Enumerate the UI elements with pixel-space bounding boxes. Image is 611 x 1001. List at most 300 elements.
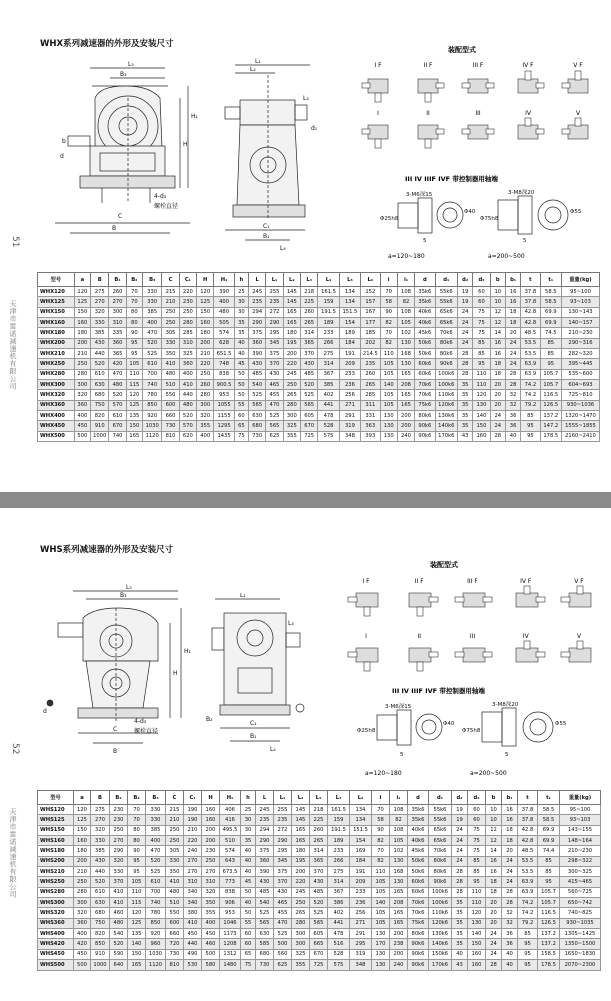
- table-cell: 130: [372, 929, 390, 939]
- table-cell: 910: [91, 421, 109, 431]
- column-header: d₃: [473, 273, 490, 287]
- table-cell: 560~725: [560, 887, 601, 897]
- table-cell: 748: [214, 359, 234, 369]
- table-cell: 168: [397, 349, 414, 359]
- table-cell: 75k6: [408, 918, 429, 928]
- table-cell: 24: [490, 411, 505, 421]
- table-cell: 516: [328, 939, 350, 949]
- table-cell: 74.2: [518, 908, 538, 918]
- table-cell: 70: [126, 287, 142, 297]
- table-cell: 385: [146, 825, 166, 835]
- table-cell: 215: [162, 287, 179, 297]
- table-cell: 200: [397, 421, 414, 431]
- table-cell: 740~825: [560, 908, 601, 918]
- table-cell: 400: [74, 411, 90, 421]
- svg-text:Φ75h8: Φ75h8: [480, 216, 499, 222]
- table-cell: 430: [310, 877, 328, 887]
- table-cell: 660: [166, 929, 184, 939]
- table-cell: 151.5: [350, 825, 372, 835]
- table-cell: 55k6: [435, 297, 457, 307]
- table-cell: 470: [274, 918, 292, 928]
- table-cell: 455: [274, 908, 292, 918]
- table-cell: 58: [372, 815, 390, 825]
- table-cell: 143~155: [560, 825, 601, 835]
- front-view-drawing: [38, 583, 203, 758]
- table-cell: 177: [361, 318, 380, 328]
- table-cell: 280: [197, 390, 214, 400]
- table-cell: 105.7: [538, 898, 560, 908]
- table-cell: 300: [74, 898, 91, 908]
- table-cell: 18: [502, 836, 518, 846]
- table-cell: 150: [468, 939, 486, 949]
- table-cell: 275: [328, 867, 350, 877]
- table-cell: 85: [540, 338, 561, 348]
- table-cell: 85: [538, 867, 560, 877]
- table-cell: 565: [256, 918, 274, 928]
- table-cell: 93~103: [562, 297, 600, 307]
- table-cell: 35k6: [408, 815, 429, 825]
- table-cell: 375: [266, 349, 283, 359]
- gearbox-icon: [410, 69, 446, 105]
- table-cell: 24: [502, 877, 518, 887]
- front-view-drawing: [50, 58, 215, 248]
- table-cell: 80k6: [415, 411, 435, 421]
- table-cell: 2160~2410: [562, 431, 600, 441]
- table-cell: 810: [162, 431, 179, 441]
- table-cell: 130: [372, 949, 390, 959]
- table-cell: 36: [505, 421, 520, 431]
- table-cell: 208: [397, 380, 414, 390]
- table-cell: 574: [214, 328, 234, 338]
- table-cell: 82: [380, 318, 397, 328]
- table-cell: 85: [521, 411, 540, 421]
- table-cell: 480: [109, 380, 126, 390]
- table-cell: 528: [328, 949, 350, 959]
- assembly-types-lower: [345, 633, 600, 676]
- table-cell: 130: [468, 918, 486, 928]
- column-header: d₂: [458, 273, 473, 287]
- table-cell: 335: [109, 328, 126, 338]
- table-cell: 28: [486, 960, 502, 970]
- table-cell: 134: [350, 815, 372, 825]
- table-cell: 95: [518, 939, 538, 949]
- table-cell: 348: [339, 431, 360, 441]
- table-cell: 256: [339, 390, 360, 400]
- table-cell: 70k6: [429, 846, 452, 856]
- table-cell: 320: [74, 908, 91, 918]
- table-cell: 1000: [91, 431, 109, 441]
- table-cell: 386: [328, 898, 350, 908]
- table-cell: 525: [301, 390, 318, 400]
- table-cell: 95: [540, 359, 561, 369]
- table-cell: 235: [266, 297, 283, 307]
- table-cell: 28: [505, 380, 520, 390]
- table-cell: 53.5: [518, 867, 538, 877]
- table-cell: 140: [128, 939, 146, 949]
- table-cell: 160: [74, 836, 91, 846]
- table-cell: 673.5: [220, 867, 241, 877]
- table-cell: 32: [505, 400, 520, 410]
- table-cell: 1208: [220, 939, 241, 949]
- table-cell: 90k6: [408, 960, 429, 970]
- table-cell: 70: [126, 297, 142, 307]
- table-cell: 24: [486, 939, 502, 949]
- gearbox-icon: [560, 69, 596, 105]
- table-cell: 250: [162, 318, 179, 328]
- table-cell: 75: [473, 307, 490, 317]
- table-cell: 260: [310, 825, 328, 835]
- table-cell: 520: [91, 877, 110, 887]
- assembly-type: I: [358, 110, 398, 153]
- table-cell: 525: [310, 908, 328, 918]
- table-cell: 120: [126, 390, 142, 400]
- table-cell: 236: [350, 898, 372, 908]
- table-cell: 160: [74, 318, 90, 328]
- table-cell: 525: [249, 390, 266, 400]
- table-cell: 120: [74, 805, 91, 815]
- table-cell: 145: [283, 297, 300, 307]
- table-cell: 161.5: [328, 805, 350, 815]
- table-cell: 416: [220, 815, 241, 825]
- table-cell: 235: [361, 359, 380, 369]
- column-header: C₁: [184, 791, 202, 805]
- table-cell: 37.8: [518, 805, 538, 815]
- table-cell: 120k6: [429, 918, 452, 928]
- table-cell: 19: [452, 805, 468, 815]
- table-row: [38, 307, 600, 317]
- table-cell: 740: [143, 380, 162, 390]
- table-cell: 110: [468, 898, 486, 908]
- table-cell: 75k6: [415, 400, 435, 410]
- assembly-type: IV: [505, 633, 547, 676]
- table-cell: 628: [214, 338, 234, 348]
- table-cell: 157: [361, 297, 380, 307]
- table-cell: 55k6: [429, 805, 452, 815]
- table-cell: 363: [361, 421, 380, 431]
- gearbox-icon: [453, 585, 493, 619]
- table-cell: 510: [166, 898, 184, 908]
- table-cell: 520: [179, 411, 196, 421]
- column-header: 重量(kg): [562, 273, 600, 287]
- table-cell: 28: [452, 877, 468, 887]
- table-cell: 330: [166, 856, 184, 866]
- table-cell: 240: [397, 431, 414, 441]
- table-cell: 348: [350, 960, 372, 970]
- table-cell: 75: [473, 328, 490, 338]
- table-cell: 75: [468, 836, 486, 846]
- table-cell: 135: [126, 411, 142, 421]
- table-cell: 550: [162, 390, 179, 400]
- table-header-row: [38, 791, 601, 805]
- table-cell: 60k6: [415, 359, 435, 369]
- table-cell: 170: [372, 939, 390, 949]
- table-cell: 80: [126, 307, 142, 317]
- side-company-text: 天津市雷诺减速机有限公司: [9, 808, 17, 898]
- table-cell: 410: [162, 359, 179, 369]
- table-cell: 225: [310, 815, 328, 825]
- table-cell: 58.5: [540, 297, 561, 307]
- table-cell: 40k6: [415, 307, 435, 317]
- table-cell: 116.5: [540, 390, 561, 400]
- table-cell: 310: [179, 338, 196, 348]
- table-cell: 730: [249, 431, 266, 441]
- table-cell: 565: [249, 400, 266, 410]
- table-cell: 18: [502, 825, 518, 835]
- column-header: B₃: [146, 791, 166, 805]
- model-cell: WHX320: [38, 390, 75, 400]
- table-cell: 180: [292, 846, 310, 856]
- table-cell: 600: [162, 400, 179, 410]
- model-cell: WHX120: [38, 287, 75, 297]
- svg-text:C: C: [113, 726, 118, 733]
- svg-text:H₁: H₁: [184, 648, 191, 655]
- side-view-drawing: [200, 593, 315, 753]
- table-cell: 116.5: [538, 908, 560, 918]
- table-cell: 130: [380, 421, 397, 431]
- table-cell: 245: [292, 887, 310, 897]
- table-cell: 24: [452, 846, 468, 856]
- table-cell: 102: [397, 328, 414, 338]
- table-cell: 355: [202, 908, 220, 918]
- table-cell: 255: [266, 287, 283, 297]
- table-cell: 290~316: [562, 338, 600, 348]
- table-cell: 32: [502, 908, 518, 918]
- table-cell: 280: [179, 318, 196, 328]
- table-cell: 1120: [143, 431, 162, 441]
- table-cell: 160: [468, 949, 486, 959]
- table-cell: 180: [283, 328, 300, 338]
- table-cell: 195: [292, 856, 310, 866]
- table-cell: 294: [249, 307, 266, 317]
- page-title: WHS系列减速器的外形及安装尺寸: [40, 545, 174, 555]
- table-cell: 465: [274, 898, 292, 908]
- table-cell: 520: [110, 939, 128, 949]
- table-cell: 93~103: [560, 815, 601, 825]
- table-cell: 45: [234, 359, 248, 369]
- table-cell: 20: [486, 908, 502, 918]
- table-cell: 478: [318, 411, 339, 421]
- table-cell: 110: [468, 887, 486, 897]
- table-cell: 209: [339, 359, 360, 369]
- table-cell: 620: [179, 431, 196, 441]
- table-cell: 161.5: [318, 287, 339, 297]
- table-cell: 60: [241, 929, 256, 939]
- model-cell: WHX300: [38, 380, 75, 390]
- table-cell: 320: [91, 825, 110, 835]
- table-cell: 58: [380, 297, 397, 307]
- table-cell: 320: [91, 307, 109, 317]
- table-cell: 60: [473, 287, 490, 297]
- table-cell: 152: [361, 287, 380, 297]
- table-cell: 191: [339, 349, 360, 359]
- table-cell: 35: [458, 400, 473, 410]
- table-cell: 325: [179, 349, 196, 359]
- table-cell: 510: [162, 380, 179, 390]
- table-cell: 36: [502, 939, 518, 949]
- table-cell: 189: [318, 318, 339, 328]
- assembly-type: I: [345, 633, 387, 676]
- table-cell: 660: [162, 411, 179, 421]
- table-cell: 180: [74, 846, 91, 856]
- table-cell: 70: [380, 328, 397, 338]
- table-cell: 520: [146, 856, 166, 866]
- table-cell: 670: [301, 421, 318, 431]
- table-cell: 130: [380, 411, 397, 421]
- table-cell: 95: [521, 431, 540, 441]
- table-row: [38, 287, 600, 297]
- table-cell: 610: [146, 877, 166, 887]
- table-cell: 370: [266, 359, 283, 369]
- table-cell: 360: [109, 338, 126, 348]
- table-cell: 282~320: [562, 349, 600, 359]
- column-header: L₆: [361, 273, 380, 287]
- table-cell: 40: [234, 349, 248, 359]
- table-cell: 170k6: [435, 431, 457, 441]
- table-cell: 320: [197, 411, 214, 421]
- table-cell: 291: [350, 929, 372, 939]
- brake-shaft-left: [378, 188, 478, 248]
- table-cell: 70k6: [415, 380, 435, 390]
- table-cell: 600: [166, 918, 184, 928]
- table-cell: 202: [361, 338, 380, 348]
- svg-text:C₁: C₁: [263, 223, 270, 230]
- table-cell: 300: [292, 929, 310, 939]
- table-cell: 190: [184, 815, 202, 825]
- table-cell: 440: [91, 867, 110, 877]
- table-cell: 126.5: [538, 918, 560, 928]
- table-cell: 393: [361, 431, 380, 441]
- table-cell: 550: [166, 908, 184, 918]
- table-cell: 48.5: [518, 846, 538, 856]
- table-cell: 50k6: [408, 867, 429, 877]
- table-cell: 69.9: [538, 825, 560, 835]
- table-cell: 365: [301, 338, 318, 348]
- model-cell: WHX250: [38, 359, 75, 369]
- table-cell: 250: [110, 825, 128, 835]
- table-cell: 640: [110, 960, 128, 970]
- table-cell: 320: [202, 887, 220, 897]
- table-cell: 430: [266, 369, 283, 379]
- table-cell: 105.7: [540, 369, 561, 379]
- table-cell: 370: [310, 867, 328, 877]
- table-cell: 275: [318, 349, 339, 359]
- table-cell: 36: [505, 411, 520, 421]
- table-cell: 210: [184, 825, 202, 835]
- table-cell: 24: [458, 307, 473, 317]
- table-cell: 300: [74, 380, 90, 390]
- table-cell: 400: [143, 318, 162, 328]
- table-cell: 330: [110, 867, 128, 877]
- table-cell: 60: [468, 805, 486, 815]
- table-cell: 105: [372, 877, 390, 887]
- table-cell: 137.2: [538, 939, 560, 949]
- column-header: i₁: [397, 273, 414, 287]
- table-cell: 37.8: [521, 297, 540, 307]
- table-cell: 250: [166, 825, 184, 835]
- column-header: L₅: [350, 791, 372, 805]
- table-cell: 20: [505, 328, 520, 338]
- table-cell: 10: [490, 287, 505, 297]
- table-cell: 24: [505, 349, 520, 359]
- svg-text:Φ75h8: Φ75h8: [462, 728, 481, 734]
- table-cell: 250: [202, 856, 220, 866]
- table-cell: 700: [143, 369, 162, 379]
- table-cell: 69.9: [538, 836, 560, 846]
- column-header: H: [202, 791, 220, 805]
- table-cell: 32: [502, 918, 518, 928]
- model-cell: WHS280: [38, 887, 74, 897]
- table-cell: 200: [202, 825, 220, 835]
- table-cell: 402: [328, 908, 350, 918]
- gearbox-icon: [453, 640, 493, 674]
- svg-text:Φ55: Φ55: [555, 721, 567, 727]
- table-cell: 310: [109, 318, 126, 328]
- table-cell: 105.7: [538, 887, 560, 897]
- table-cell: 500: [274, 939, 292, 949]
- table-row: [38, 297, 600, 307]
- range-left: a=120~180: [388, 253, 425, 260]
- table-cell: 485: [256, 887, 274, 897]
- table-cell: 10: [486, 815, 502, 825]
- svg-text:L₅: L₅: [126, 584, 132, 591]
- table-cell: 440: [179, 390, 196, 400]
- table-cell: 160: [197, 318, 214, 328]
- table-row: [38, 929, 601, 939]
- model-cell: WHX280: [38, 369, 75, 379]
- table-cell: 625: [274, 960, 292, 970]
- column-header: B₁: [109, 273, 126, 287]
- table-cell: 12: [490, 307, 505, 317]
- table-cell: 95: [128, 867, 146, 877]
- table-cell: 40: [241, 867, 256, 877]
- table-cell: 60: [473, 297, 490, 307]
- table-cell: 130k6: [435, 411, 457, 421]
- table-cell: 165: [390, 918, 408, 928]
- table-cell: 165: [283, 307, 300, 317]
- table-cell: 200: [283, 349, 300, 359]
- table-cell: 250: [162, 307, 179, 317]
- column-header: L₄: [318, 273, 339, 287]
- table-cell: 65k6: [429, 825, 452, 835]
- table-cell: 28: [452, 867, 468, 877]
- table-cell: 90: [128, 846, 146, 856]
- table-cell: 450: [184, 929, 202, 939]
- gearbox-icon: [510, 69, 546, 105]
- column-header: L₃: [310, 791, 328, 805]
- table-cell: 540: [256, 898, 274, 908]
- table-cell: 58.5: [538, 815, 560, 825]
- table-cell: 367: [318, 369, 339, 379]
- table-cell: 53.5: [521, 338, 540, 348]
- gearbox-icon: [410, 117, 446, 151]
- table-cell: 35: [241, 836, 256, 846]
- column-header: H₁: [220, 791, 241, 805]
- table-cell: 345: [266, 338, 283, 348]
- table-cell: 320: [74, 390, 90, 400]
- table-cell: 95: [521, 421, 540, 431]
- table-cell: 730: [256, 960, 274, 970]
- table-cell: 160: [468, 960, 486, 970]
- table-cell: 330: [146, 815, 166, 825]
- table-cell: 125: [74, 297, 90, 307]
- table-cell: 575: [328, 960, 350, 970]
- svg-text:d₁: d₁: [311, 125, 318, 132]
- table-cell: 28: [452, 887, 468, 897]
- table-cell: 651.5: [214, 349, 234, 359]
- table-cell: 85: [473, 338, 490, 348]
- table-cell: 16: [505, 297, 520, 307]
- table-cell: 105: [372, 918, 390, 928]
